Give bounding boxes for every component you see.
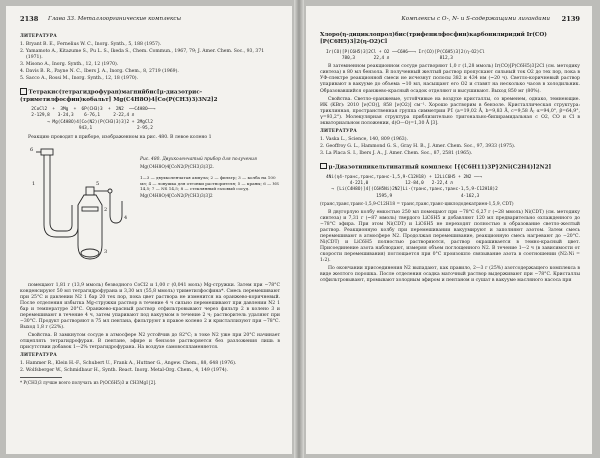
right-reaction-equation-2: 4Ni(η4-транс,транс,транс-1,5,9-C12H18) + 12LiC6H5 + 2N2 ──→ 4·221,0 12·84,0 2·22,4 л → [Li(C4H8O)]4[(C6H5Ni)2N2]Li·(транс,транс,транс-1,5,9-C12H18)2 1595,9 4·162,3 [326, 174, 498, 199]
left-column [20, 32, 280, 448]
left-properties-paragraph: Свойства. В замкнутом сосуде в атмосфере N2 устойчив до 82°С; в токе N2 уже при 20°С начинает отщеплять тетрагидрофуран. В пентане, эфире и бензоле растворяется без разложения лишь в присутствии добавок 1—2% тетрагидрофурана. На воздухе самовоспламеняется. [20, 333, 280, 351]
figure-caption-block [140, 157, 282, 200]
right-column [320, 32, 580, 448]
reference-item: 4. Davis B. R., Payne N. C., Ibers J. A., Inorg. Chem., 8, 2719 (1969). [20, 68, 179, 74]
figure-formula-repeat: Mg(C4H8O)4[CoN2(P(CH3)3)3]2 [140, 194, 213, 200]
right-page [306, 6, 592, 454]
section-marker-icon [320, 163, 327, 170]
figure-formula: Mg(C4H8O)4[CoN2(P(CH3)3)3]2. [140, 165, 214, 171]
figure-480 [20, 145, 280, 279]
reference-item: 2. Geoffroy G. L., Hammond G. S., Gray H. B., J. Amer. Chem. Soc., 97, 3933 (1975). [320, 143, 516, 149]
left-section-title-block [20, 88, 280, 104]
two-limb-apparatus-illustration [26, 145, 134, 279]
right-reaction-equation: Ir(CO)[P(C6H5)3]2Cl + O2 ──C6H6──→ Ir(CO)[P(C6H5)3]2(η-O2)Cl 780,3 22,4 л 812,3 [326, 49, 485, 61]
reference-item: 5. Sacco A., Rossi M., Inorg. Synth., 12, 18 (1970). [20, 75, 139, 81]
left-footnote: * P(CH3)3 лучше всего получать из P(OC6H5)3 и CH3MgI [2]. [20, 380, 157, 386]
reference-item: 2. Yamamoto A., Kitazume S., Pu L. S., Ikeda S., Chem. Commun., 1967, 79; J. Amer. Chem. Soc., 93, 371 (1971). [20, 48, 265, 60]
figure-caption: Рис. 480. Двухколенчатый прибор для получения [140, 156, 257, 162]
svg-text:1: 1 [32, 180, 36, 187]
left-section-title: Тетракис(тетрагидрофуран)магнийбис[μ-диазотрис-(триметилфосфин)кобальт] Mg(C4H8O)4[Co(P(CH3)3)3N2]2 [20, 89, 218, 103]
right-page-header [320, 15, 580, 25]
right-body-paragraph-1: В затемненном реакционном сосуде растворяют 1,0 г (1,28 ммоль) Ir(CO)[P(C6H5)3]2Cl (см. методику синтеза) в 80 мл бензола. В полученный желтый раствор пропускают сильный ток O2 до тех пор, пока в УФ-спектре реакционной смеси не исчезнут полосы 382 и 434 нм (~20 ч). Светло-коричневый раствор упаривают в вакууме до объема ~10 мл, насыщают его O2 и ставят на несколько часов в холодильник. Образовавшийся оранжево-красный осадок отделяют и высушивают. Выход 850 мг (80%). [320, 64, 580, 94]
reference-item: 1. Vaska L., Science, 140, 809 (1963). [320, 136, 408, 142]
right-section-title-2-block [320, 163, 580, 172]
left-reaction-equation: 2CoCl2 + 3Mg + 6P(CH3)3 + 2N2 ──C4H8O──→ 2·129,8 3·24,3 6·76,1 2·22,4 л → Mg(C4H8O)4[Co(N2)(P(CH3)3)3]2 + 2MgCl2 943,1 2·95,2 [31, 107, 156, 132]
book-gutter [294, 0, 304, 458]
right-section-title: Хлоро(η-дициклопрол)бис(трифенилфосфин)карбонилиридий Ir(CO)[P(C6H5)3]2(η-O2)Cl [320, 32, 547, 46]
svg-text:5: 5 [96, 180, 100, 187]
footnote-rule [20, 377, 62, 378]
left-literature-heading-1: ЛИТЕРАТУРА [20, 34, 57, 39]
right-running-head: Комплексы с O-, N- и S-содержащими лигандами [401, 16, 550, 22]
right-body-paragraph-3: По окончании присоединения N2 выпадают, как правило, 2—3 г (25%) азотсодержащего комплекса в виде желтого порошка. После отделения осадка маточный раствор выдерживают при −78°С. Кристаллы отфильтровывают, промывают холодным эфиром и пентаном и сушат в вакууме масляного насоса при [320, 266, 580, 284]
reference-item: 3. Misono A., Inorg. Synth., 12, 12 (1970). [20, 61, 119, 67]
svg-text:3: 3 [104, 248, 108, 255]
section-marker-icon [20, 88, 27, 95]
figure-legend: 1—3 — двухколенчатая ампула; 2 — фильтр; 3 — колба на 100 мл; 4 — ловушка для отгонки растворителя; 5 — краны; 6 — NS 14,5; 7 — NS 14,5; 8 — стеклянный газовый сосуд. [140, 175, 279, 191]
left-intro-text: Реакцию проводят в приборе, изображенном на рис. 480. В левое колено 1 [28, 134, 212, 140]
right-properties-paragraph: Свойства. Светло-оранжевые, устойчивые на воздухе кристаллы, со временем, однако, темнеющие. ИК (KBr): 2010 [ν(CO)], 858 [ν(O2)] см⁻¹. Хорошо растворим в бензоле. Кристаллическая структура: триклинная, пространственная группа симметрии P1̄ (a=19,02 Å, b=9,83 Å, c=9,58 Å; α=94,0°, β=64,9°, γ=93,2°). Молекулярная структура приблизительно тригонально-бипирамидальная с O2, CO и Cl в экваториальном положении, d(O—O)=1,30 Å [3]. [320, 96, 580, 126]
right-reference-list [320, 137, 580, 157]
svg-text:6: 6 [30, 146, 34, 153]
left-running-head: Глава 33. Металлоорганические комплексы [48, 16, 182, 22]
svg-text:2: 2 [104, 206, 108, 213]
right-section-title-2: μ-Диазотиникельтинатный комплекс [{(C6H11)3P}2Ni(C2H4)]2N2] [328, 164, 552, 171]
left-reference-list-2 [20, 361, 280, 374]
reference-item: 1. Hammer R., Klein H.-F., Schubert U., Frank A., Huttner G., Angew. Chem., 88, 648 (1976). [20, 361, 237, 366]
reference-item: 3. La Placa S. I., Ibers J. A., J. Amer. Chem. Soc., 87, 2581 (1965). [320, 150, 473, 156]
left-body-paragraph: помещают 1,81 г (13,9 ммоль) безводного CoCl2 и 1,00 г (0,041 моль) Mg-стружки. Затем при −78°С конденсируют 50 мл тетрагидрофурана и 3,30 мл (55,8 ммоль) триметилфосфина*. Смесь перемешивают при 25°С и давлении N2 1 бар 20 тех пор, пока цвет раствора не изменится на оранжево-коричневый. После отделения избытка Mg-стружки раствор в течение 4 ч сильно перемешивают при давлении N2 1 бар и температуре 20°С. Оранжево-красный раствор отфильтровывают через фильтр 2 в колено 3 и перемешивают в течение 4 ч, затем упаривают под вакуумом в течение 2 ч; растворитель удаляют при −30°С. Продукт растворяют в 75 мл пентана, фильтруют в правое колено 2 и кристаллизуют при −78°С. Выход 1,8 г (22%). [20, 282, 280, 331]
right-literature-heading: ЛИТЕРАТУРА [320, 128, 357, 134]
reference-item: 1. Bryant B. E., Fernelius W. C., Inorg. Synth., 5, 188 (1957). [20, 41, 162, 47]
left-literature-heading-2: ЛИТЕРАТУРА [20, 353, 57, 359]
left-reference-list-1 [20, 42, 280, 82]
right-page-number: 2139 [561, 15, 580, 23]
left-page-header [20, 15, 280, 25]
right-body-paragraph-2: В двугорлую колбу емкостью 250 мл помещают при −78°С 6,27 г (~28 ммоль) Ni(CDT) (см. методику синтеза) и 7,31 г (~87 ммоль) твердого LiC6H5 и добавляют 120 мл предварительно охлажденного до −78°С эфира. При этом Ni(CDT) и LiC6H5 не переходят полностью в образование светло-желтый раствор. Реакционную колбу при перемешивании вакуумируют и заполняют азотом. Затем смесь перемешивают в атмосфере N2. Продолжая перемешивание, реакционную смесь нагревают до −20°С. Ni(CDT) и LiC6H5 полностью растворяются, раствор окрашивается в темно-красный цвет. Присоединение азота наблюдают, измеряя объем поглощенного N2. В течение 1—2 ч (в зависимости от скорости перемешивания) поглощается при 0°С произошло связывание азота в соотношении (N2:Ni = 1:2). [320, 209, 580, 264]
reference-item: 2. Wolfsberger W., Schmidbaur H., Synth. React. Inorg. Metal-Org. Chem., 4, 149 (1974). [20, 368, 229, 374]
left-page-number: 2138 [20, 15, 39, 23]
right-abbreviation-note: (транс,транс,транс-1,5,9-C12H18 = транс,транс,транс-циклододекатриен-1,5,9, CDT) [320, 202, 514, 208]
svg-text:4: 4 [124, 214, 128, 221]
left-page [6, 6, 292, 454]
